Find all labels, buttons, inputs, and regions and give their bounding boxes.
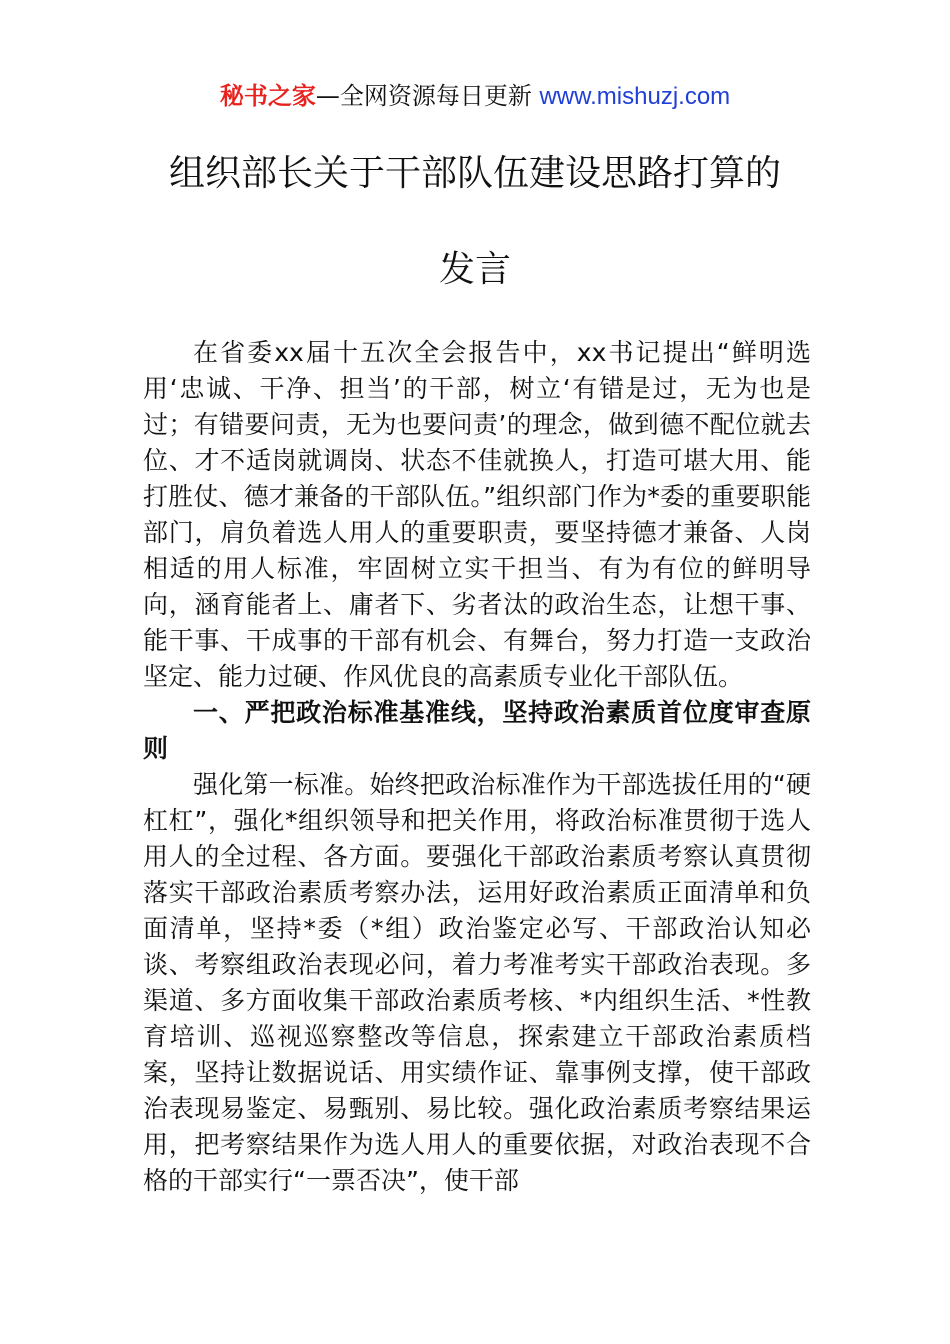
- section-heading: 一、严把政治标准基准线，坚持政治素质首位度审查原则: [143, 698, 811, 763]
- site-url[interactable]: www.mishuzj.com: [539, 83, 731, 110]
- body-paragraph: 强化第一标准。始终把政治标准作为干部选拔任用的“硬杠杠”，强化*组织领导和把关作用，将政治标准贯彻于选人用人的全过程、各方面。要强化干部政治素质考察认真贯彻落实干部政治素质考察办法，运用好政治素质正面清单和负面清单，坚持*委（*组）政治鉴定必写、干部政治认知必谈、考察组政治表现必问，着力考准考实干部政治表现。多渠道、多方面收集干部政治素质考核、*内组织生活、*性教育培训、巡视巡察整改等信息，探索建立干部政治素质档案，坚持让数据说话、用实绩作证、靠事例支撑，使干部政治表现易鉴定、易甄别、易比较。强化政治素质考察结果运用，把考察结果作为选人用人的重要依据，对政治表现不合格的干部实行“一票否决”，使干部: [143, 770, 811, 1195]
- document-title-line-1: 组织部长关于干部队伍建设思路打算的: [168, 153, 781, 194]
- intro-paragraph: 在省委xx届十五次全会报告中，xx书记提出“鲜明选用‘忠诚、干净、担当’的干部，树立‘有错是过，无为也是过；有错要问责，无为也要问责’的理念，做到德不配位就去位、才不适岗就调岗、状态不佳就换人，打造可堪大用、能打胜仗、德才兼备的干部队伍。”组织部门作为*委的重要职能部门，肩负着选人用人的重要职责，要坚持德才兼备、人岗相适的用人标准，牢固树立实干担当、有为有位的鲜明导向，涵育能者上、庸者下、劣者汰的政治生态，让想干事、能干事、干成事的干部有机会、有舞台，努力打造一支政治坚定、能力过硬、作风优良的高素质专业化干部队伍。: [143, 338, 811, 691]
- document-body: [143, 335, 811, 1199]
- document-title-line-2: 发言: [438, 249, 511, 290]
- watermark-header: [0, 80, 950, 113]
- header-tagline: —全网资源每日更新: [315, 82, 540, 110]
- brand-name: 秘书之家: [219, 82, 316, 110]
